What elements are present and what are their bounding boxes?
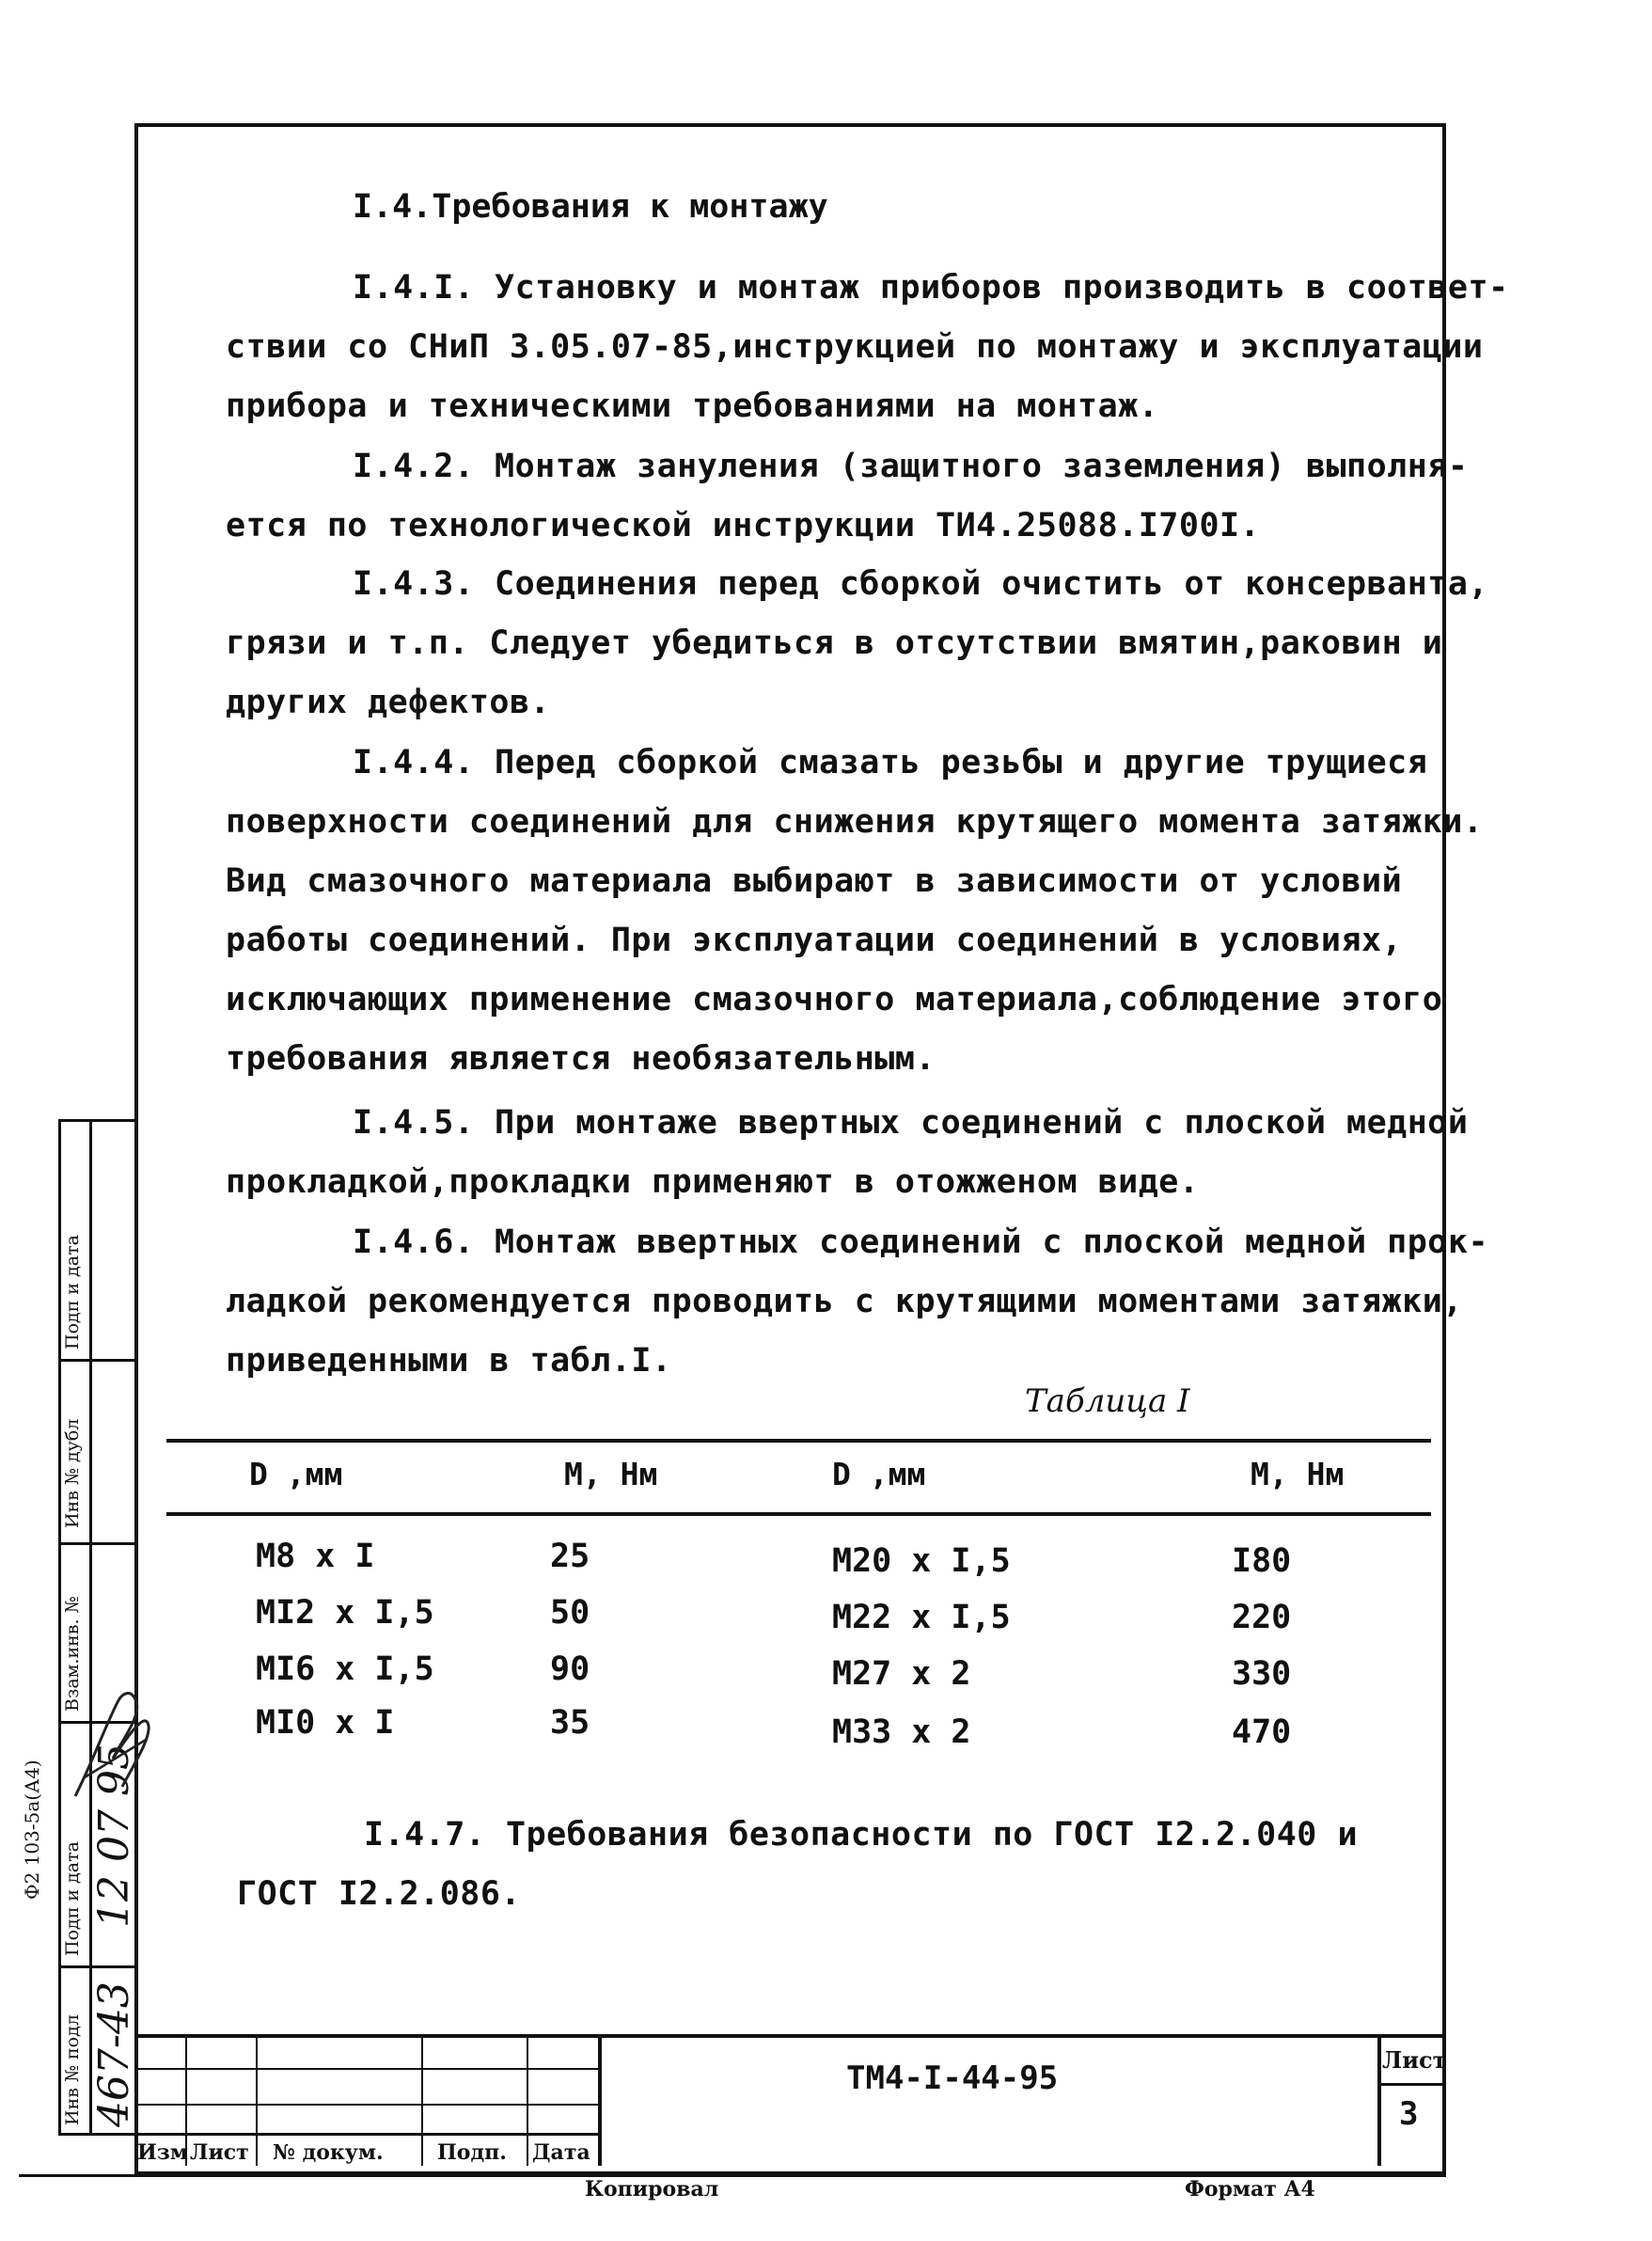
- text-line: требования является необязательным.: [226, 1040, 936, 1078]
- text-line: ется по технологической инструкции ТИ4.25088.I700I.: [226, 507, 1261, 544]
- table-top-rule: [166, 1439, 1431, 1443]
- table-cell: MI2 x I,5: [256, 1594, 434, 1632]
- table-cell: M20 x I,5: [832, 1542, 1011, 1580]
- handwritten-signature: [66, 1674, 155, 1806]
- paragraph-1-4-4: [226, 734, 1483, 1089]
- stamp-label-signature-date: Подп и дата: [62, 1235, 83, 1349]
- text-line: I.4.3. Соединения перед сборкой очистить от консерванта,: [353, 565, 1489, 603]
- sheet-number: 3: [1399, 2095, 1419, 2133]
- paragraph-1-4-7: [237, 1806, 1358, 1924]
- document-code: ТМ4-I-44-95: [846, 2060, 1059, 2097]
- text-line: ладкой рекомендуется проводить с крутящими моментами затяжки,: [226, 1283, 1463, 1320]
- table-cell: 330: [1232, 1655, 1292, 1693]
- handwritten-date: 12 07 95: [90, 1744, 138, 1928]
- paragraph-1-4-6: [226, 1213, 1488, 1391]
- stamp-label-duplicate-inventory: Инв № дубл: [62, 1418, 83, 1528]
- text-line: приведенными в табл.I.: [226, 1342, 672, 1380]
- table-cell: M22 x I,5: [832, 1599, 1011, 1636]
- table-caption: Таблица I: [1025, 1382, 1190, 1420]
- text-line: I.4.4. Перед сборкой смазать резьбы и другие трущиеся: [353, 744, 1428, 781]
- table-cell: 90: [550, 1650, 590, 1688]
- table-cell: MI6 x I,5: [256, 1650, 434, 1688]
- text-line: I.4.2. Монтаж зануления (защитного заземления) выполня-: [353, 448, 1469, 485]
- column-label-doc-number: № докум.: [273, 2140, 384, 2165]
- column-label-signature: Подп.: [437, 2140, 507, 2165]
- text-line: исключающих применение смазочного материала,соблюдение этого: [226, 981, 1443, 1018]
- text-line: прокладкой,прокладки применяют в отожженом виде.: [226, 1163, 1200, 1201]
- text-line: других дефектов.: [226, 684, 551, 721]
- text-line: ствии со СНиП 3.05.07-85,инструкцией по монтажу и эксплуатации: [226, 328, 1484, 366]
- text-line: I.4.I. Установку и монтаж приборов производить в соответ-: [353, 269, 1509, 307]
- paragraph-1-4-2: [226, 437, 1468, 556]
- stamp-label-signature-date-2: Подп и дата: [62, 1841, 83, 1956]
- table-header-diameter-2: D ,мм: [832, 1456, 926, 1492]
- text-line: грязи и т.п. Следует убедиться в отсутствии вмятин,раковин и: [226, 624, 1443, 662]
- table-cell: 470: [1232, 1713, 1292, 1751]
- table-cell: 25: [550, 1538, 590, 1575]
- column-label-sheet: Лист: [190, 2140, 249, 2165]
- paragraph-1-4-1: [226, 259, 1509, 436]
- table-cell: I80: [1232, 1542, 1292, 1580]
- paragraph-1-4-3: [226, 555, 1488, 733]
- sheet-label: Лист: [1382, 2046, 1447, 2074]
- column-label-change: Изм: [137, 2140, 188, 2165]
- text-line: работы соединений. При эксплуатации соединений в условиях,: [226, 922, 1403, 959]
- table-cell: 35: [550, 1704, 590, 1742]
- table-cell: M8 x I: [256, 1538, 375, 1575]
- text-line: поверхности соединений для снижения крутящего момента затяжки.: [226, 803, 1484, 841]
- text-line: I.4.5. При монтаже ввертных соединений с плоской медной: [353, 1104, 1469, 1142]
- paragraph-1-4-5: [226, 1094, 1468, 1212]
- table-cell: M33 x 2: [832, 1713, 971, 1751]
- table-cell: 50: [550, 1594, 590, 1632]
- table-header-moment-1: M, Нм: [564, 1456, 658, 1492]
- handwritten-number: 467-43: [90, 1981, 138, 2127]
- text-line: I.4.7. Требования безопасности по ГОСТ I2.2.040 и: [364, 1816, 1359, 1854]
- stamp-label-replacement-inventory: Взам.инв. №: [62, 1596, 83, 1712]
- table-header-moment-2: M, Нм: [1251, 1456, 1345, 1492]
- text-line: Вид смазочного материала выбирают в зависимости от условий: [226, 862, 1403, 900]
- format-label: Формат А4: [1185, 2177, 1315, 2202]
- text-line: ГОСТ I2.2.086.: [237, 1875, 522, 1913]
- table-cell: M27 x 2: [832, 1655, 971, 1693]
- section-title: I.4.Требования к монтажу: [353, 188, 828, 226]
- table-header-rule: [166, 1512, 1431, 1516]
- table-header-diameter-1: D ,мм: [249, 1456, 343, 1492]
- column-label-date: Дата: [532, 2140, 590, 2165]
- copied-label: Копировал: [585, 2177, 719, 2202]
- text-line: I.4.6. Монтаж ввертных соединений с плоской медной прок-: [353, 1223, 1489, 1261]
- table-cell: 220: [1232, 1599, 1292, 1636]
- stamp-label-original-inventory: Инв № подл: [62, 2014, 83, 2125]
- table-cell: MI0 x I: [256, 1704, 395, 1742]
- form-code: Ф2 103-5а(А4): [21, 1760, 43, 1900]
- text-line: прибора и техническими требованиями на монтаж.: [226, 387, 1159, 425]
